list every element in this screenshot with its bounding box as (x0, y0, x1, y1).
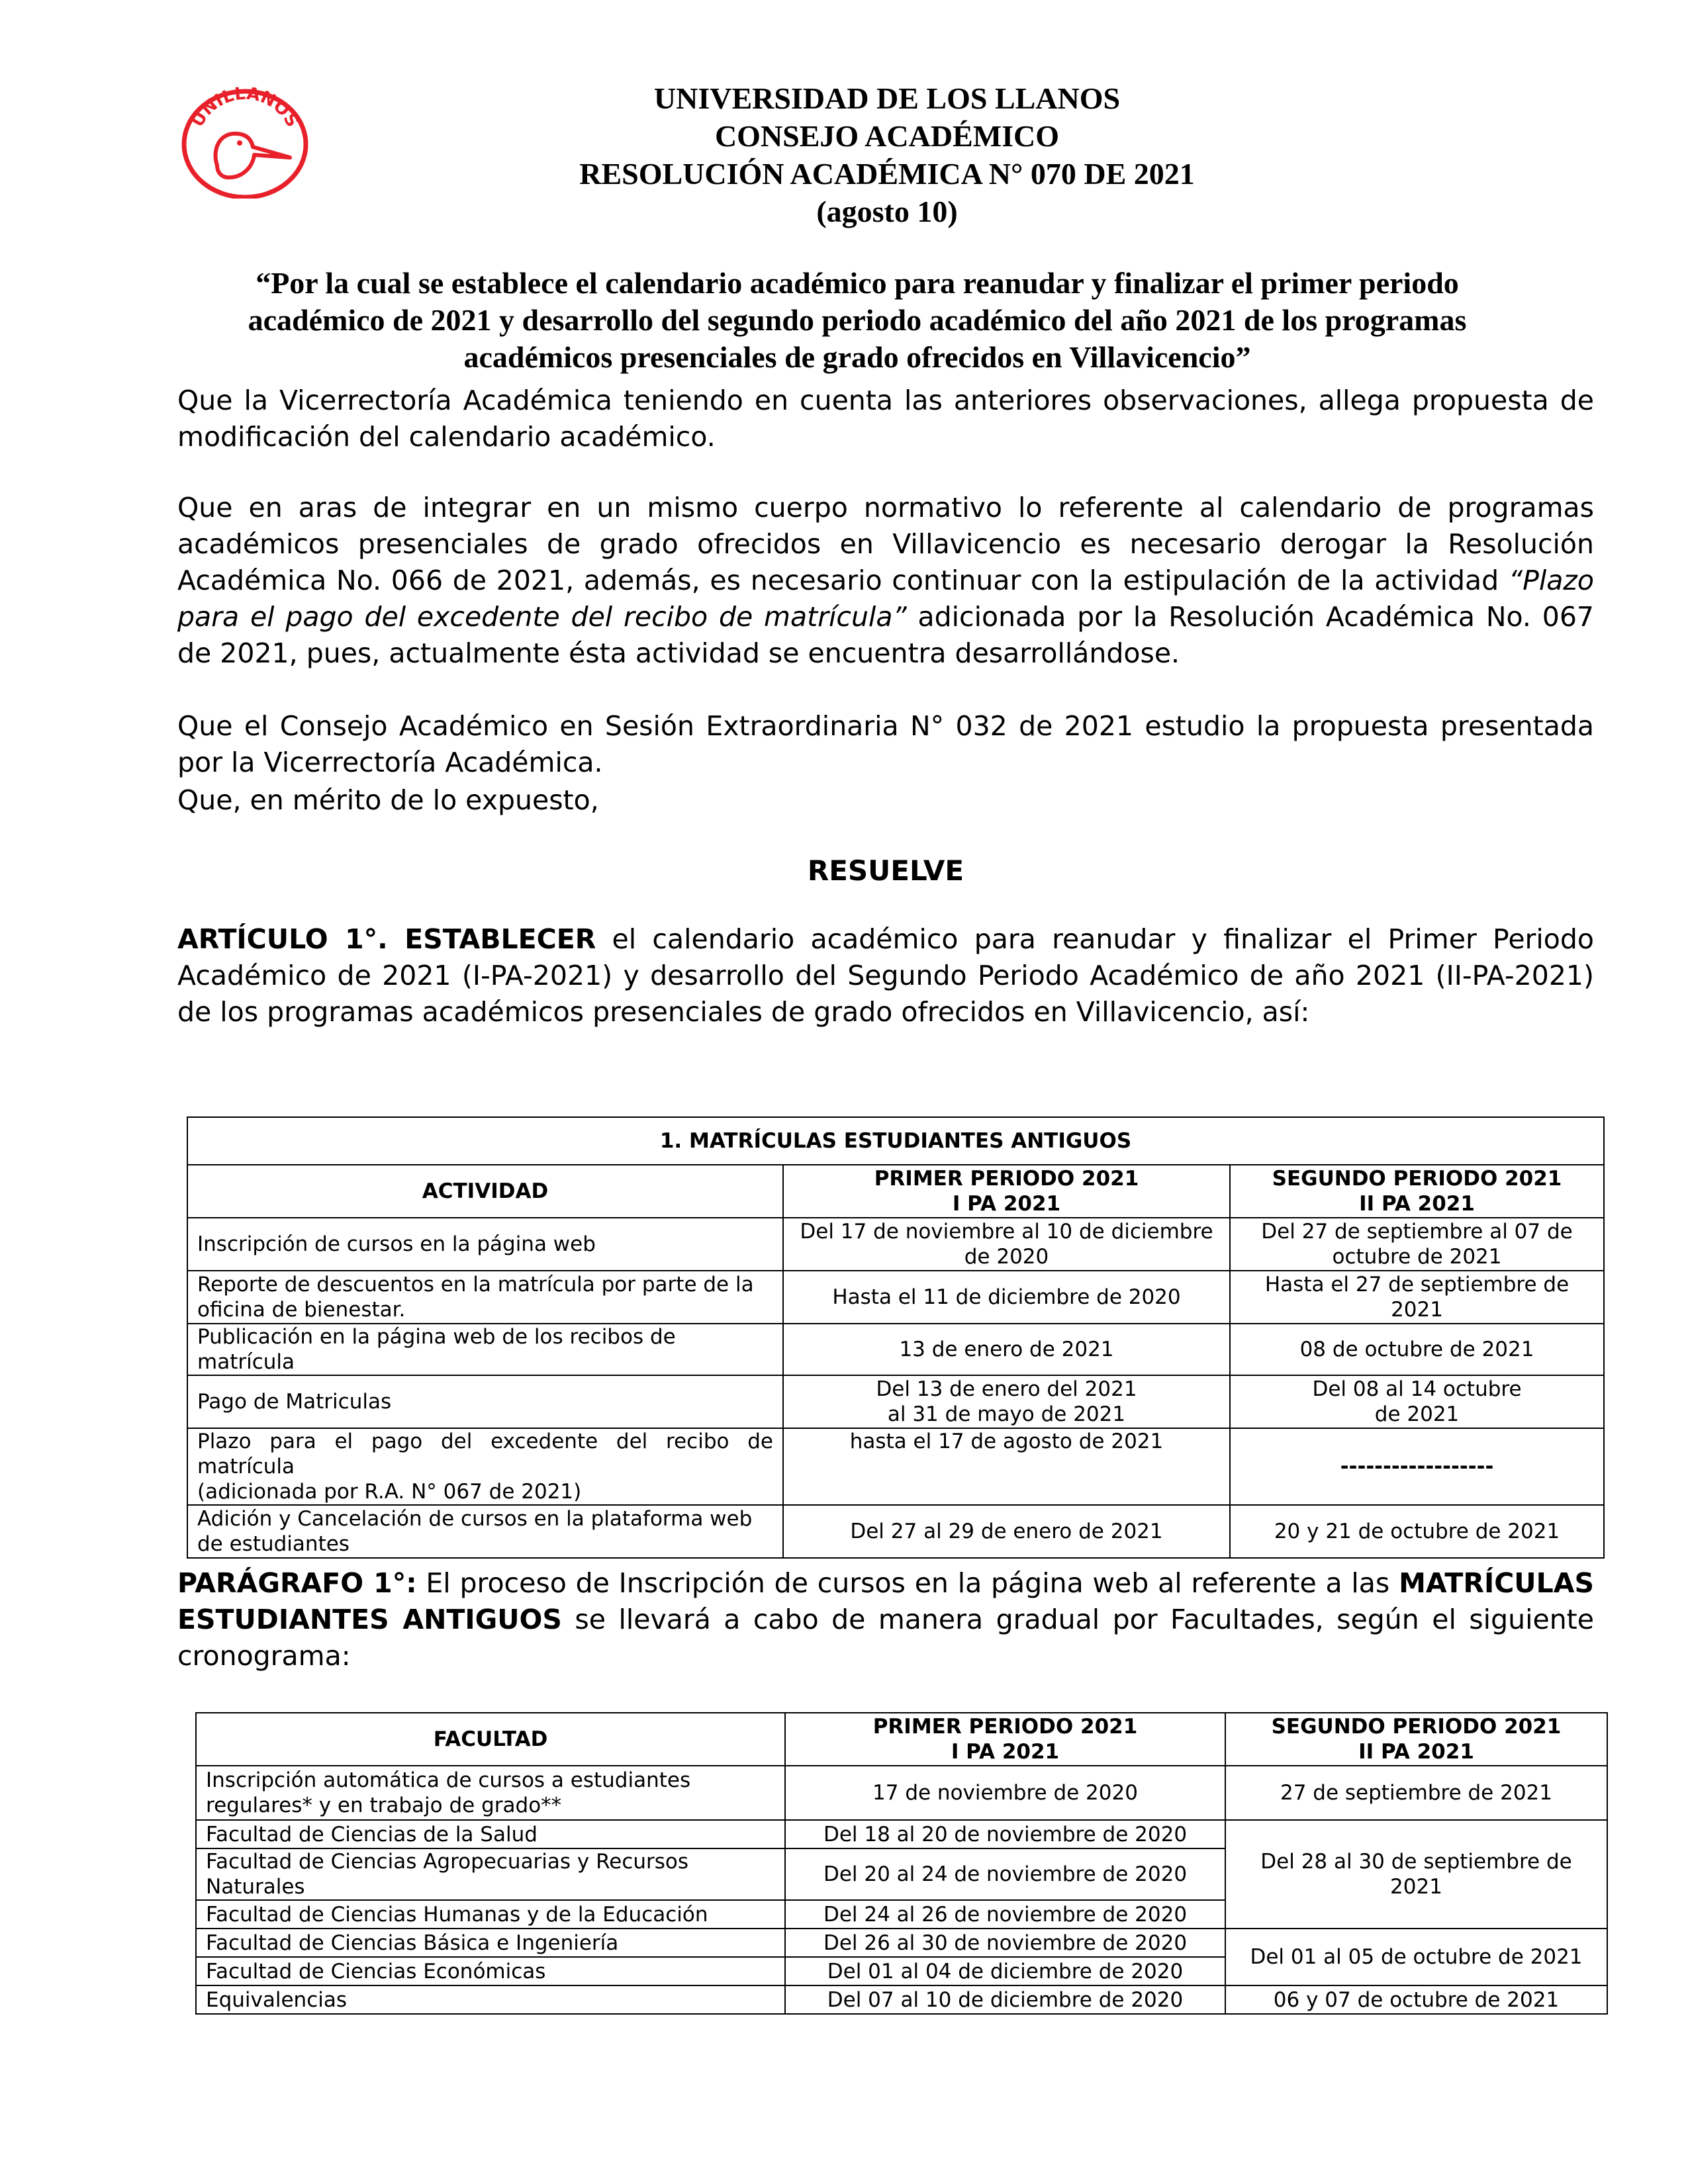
table-row (196, 1820, 1607, 1848)
second-period-cell: 06 y 07 de octubre de 2021 (1225, 1985, 1607, 2014)
article-1 (177, 921, 1594, 1030)
first-period-cell: 13 de enero de 2021 (783, 1324, 1230, 1375)
cell-line: Plazo para el pago del excedente del recibo de matrícula (197, 1430, 773, 1479)
first-period-cell: Hasta el 11 de diciembre de 2020 (783, 1271, 1230, 1324)
paragraph-considerando-4 (177, 782, 1594, 819)
cell-line: Del 08 al 14 octubre (1312, 1377, 1522, 1401)
column-header-first-period (783, 1165, 1230, 1218)
table-title: 1. MATRÍCULAS ESTUDIANTES ANTIGUOS (187, 1117, 1604, 1165)
activity-cell: Adición y Cancelación de cursos en la plataforma web de estudiantes (187, 1505, 783, 1558)
faculty-cell: Facultad de Ciencias Económicas (196, 1957, 785, 1985)
cell-line: Del 13 de enero del 2021 (876, 1377, 1137, 1401)
cell-line: al 31 de mayo de 2021 (887, 1402, 1126, 1426)
header-line: PRIMER PERIODO 2021 (872, 1715, 1138, 1739)
text-span: Que en aras de integrar en un mismo cuerpo normativo lo referente al calendario de programas académicos presenciales de grado ofrecidos en Villavicencio es necesario derogar la Resolución Académica No. 066 de 2021, además, es necesario continuar con la estipulación de la actividad (177, 492, 1594, 596)
header-line: I PA 2021 (952, 1192, 1061, 1216)
second-period-cell (1230, 1375, 1604, 1428)
paragraph-1 (177, 1565, 1594, 1674)
table-header-row (196, 1713, 1607, 1766)
paragraph-considerando-2 (177, 490, 1594, 672)
resolution-number: RESOLUCIÓN ACADÉMICA N° 070 DE 2021 (579, 157, 1195, 191)
cell-line: de 2021 (1374, 1402, 1460, 1426)
header-line: SEGUNDO PERIODO 2021 (1271, 1715, 1562, 1739)
table-row (187, 1218, 1604, 1271)
activity-cell: Publicación en la página web de los recibos de matrícula (187, 1324, 783, 1375)
resolution-header (397, 79, 1377, 230)
header-line: I PA 2021 (951, 1740, 1060, 1764)
header-line: II PA 2021 (1359, 1192, 1475, 1216)
column-header-faculty: FACULTAD (196, 1713, 785, 1766)
faculty-cell: Facultad de Ciencias Humanas y de la Educación (196, 1900, 785, 1929)
first-period-cell (783, 1375, 1230, 1428)
paragraph-text (177, 921, 1594, 1030)
resuelve-heading: RESUELVE (807, 854, 964, 887)
subject-line: académico de 2021 y desarrollo del segundo periodo académico del año 2021 de los programas (248, 303, 1467, 337)
university-logo (179, 86, 311, 199)
paragraph-text: Que la Vicerrectoría Académica teniendo en cuenta las anteriores observaciones, allega propuesta de modificación del calendario académico. (177, 385, 1594, 453)
activity-cell (187, 1428, 783, 1505)
table-row (187, 1375, 1604, 1428)
table-row (196, 1929, 1607, 1957)
first-period-cell: Del 24 al 26 de noviembre de 2020 (785, 1900, 1225, 1929)
first-period-cell: Del 01 al 04 de diciembre de 2020 (785, 1957, 1225, 1985)
paragraph-considerando-3 (177, 708, 1594, 781)
second-period-cell: ------------------ (1230, 1428, 1604, 1505)
column-header-first-period (785, 1713, 1225, 1766)
first-period-cell: Del 26 al 30 de noviembre de 2020 (785, 1929, 1225, 1957)
cell-line: (adicionada por R.A. N° 067 de 2021) (197, 1480, 582, 1504)
table-row (187, 1505, 1604, 1558)
council-name: CONSEJO ACADÉMICO (714, 119, 1060, 153)
paragraph-label: PARÁGRAFO 1°: (177, 1567, 417, 1599)
first-period-cell: Del 17 de noviembre al 10 de diciembre de 2020 (783, 1218, 1230, 1271)
resolution-date: (agosto 10) (816, 195, 958, 228)
table-cronograma-facultades (195, 1712, 1608, 2015)
activity-cell: Pago de Matriculas (187, 1375, 783, 1428)
table-row (187, 1324, 1604, 1375)
text-span: El proceso de Inscripción de cursos en la página web al referente a las (416, 1567, 1399, 1599)
column-header-second-period (1230, 1165, 1604, 1218)
paragraph-considerando-1 (177, 383, 1594, 455)
article-label: ARTÍCULO 1°. ESTABLECER (177, 923, 596, 955)
paragraph-text (177, 490, 1594, 672)
second-period-cell: Del 27 de septiembre al 07 de octubre de 2021 (1230, 1218, 1604, 1271)
faculty-cell: Equivalencias (196, 1985, 785, 2014)
faculty-cell: Facultad de Ciencias Básica e Ingeniería (196, 1929, 785, 1957)
paragraph-text (177, 1565, 1594, 1674)
text-span: se llevará a cabo de manera gradual por Facultades, según el siguiente cronograma: (177, 1604, 1594, 1672)
first-period-cell: Del 27 al 29 de enero de 2021 (783, 1505, 1230, 1558)
table-row (187, 1117, 1604, 1165)
table-header-row (187, 1165, 1604, 1218)
second-period-cell: 08 de octubre de 2021 (1230, 1324, 1604, 1375)
subject-line: académicos presenciales de grado ofrecidos en Villavicencio” (463, 340, 1251, 374)
first-period-cell: Del 18 al 20 de noviembre de 2020 (785, 1820, 1225, 1848)
second-period-cell: 27 de septiembre de 2021 (1225, 1766, 1607, 1820)
column-header-activity: ACTIVIDAD (187, 1165, 783, 1218)
subject-line: “Por la cual se establece el calendario académico para reanudar y finalizar el primer periodo (256, 266, 1459, 300)
first-period-cell: 17 de noviembre de 2020 (785, 1766, 1225, 1820)
paragraph-text: Que, en mérito de lo expuesto, (177, 784, 599, 816)
table-row (196, 1766, 1607, 1820)
resolution-subject (199, 265, 1516, 376)
cell-line: Inscripción automática de cursos a estudiantes (206, 1768, 691, 1792)
table-matriculas-antiguos (187, 1116, 1605, 1559)
logo-arc-text: UNILLANOS (187, 86, 303, 131)
activity-cell: Reporte de descuentos en la matrícula por parte de la oficina de bienestar. (187, 1271, 783, 1324)
header-line: SEGUNDO PERIODO 2021 (1272, 1167, 1562, 1191)
faculty-cell (196, 1766, 785, 1820)
paragraph-text: Que el Consejo Académico en Sesión Extraordinaria N° 032 de 2021 estudio la propuesta presentada por la Vicerrectoría Académica. (177, 710, 1594, 778)
second-period-cell: Hasta el 27 de septiembre de 2021 (1230, 1271, 1604, 1324)
text-span: adicionada por la Resolución Académica No. 067 de 2021, pues, actualmente ésta actividad se encuentra desarrollándose. (177, 601, 1594, 669)
second-period-merged-cell: Del 01 al 05 de octubre de 2021 (1225, 1929, 1607, 1985)
text-span: el calendario académico para reanudar y finalizar el Primer Periodo Académico de 2021 (I-PA-2021) y desarrollo del Segundo Periodo Académico de año 2021 (II-PA-2021) de los programas académicos presenciales de grado ofrecidos en Villavicencio, así: (177, 923, 1594, 1028)
table-row (187, 1271, 1604, 1324)
first-period-cell: Del 07 al 10 de diciembre de 2020 (785, 1985, 1225, 2014)
second-period-cell: 20 y 21 de octubre de 2021 (1230, 1505, 1604, 1558)
italic-quote: “Plazo para el pago del excedente del recibo de matrícula” (177, 565, 1594, 633)
cell-line: regulares* y en trabajo de grado** (206, 1794, 562, 1817)
header-line: II PA 2021 (1358, 1740, 1474, 1764)
university-name: UNIVERSIDAD DE LOS LLANOS (653, 81, 1121, 115)
bold-span: MATRÍCULAS ESTUDIANTES ANTIGUOS (177, 1567, 1594, 1635)
table-row (187, 1428, 1604, 1505)
column-header-second-period (1225, 1713, 1607, 1766)
second-period-merged-cell: Del 28 al 30 de septiembre de 2021 (1225, 1820, 1607, 1929)
header-line: PRIMER PERIODO 2021 (874, 1167, 1139, 1191)
first-period-cell: hasta el 17 de agosto de 2021 (783, 1428, 1230, 1505)
faculty-cell: Facultad de Ciencias de la Salud (196, 1820, 785, 1848)
faculty-cell: Facultad de Ciencias Agropecuarias y Recursos Naturales (196, 1848, 785, 1900)
activity-cell: Inscripción de cursos en la página web (187, 1218, 783, 1271)
first-period-cell: Del 20 al 24 de noviembre de 2020 (785, 1848, 1225, 1900)
table-row (196, 1985, 1607, 2014)
